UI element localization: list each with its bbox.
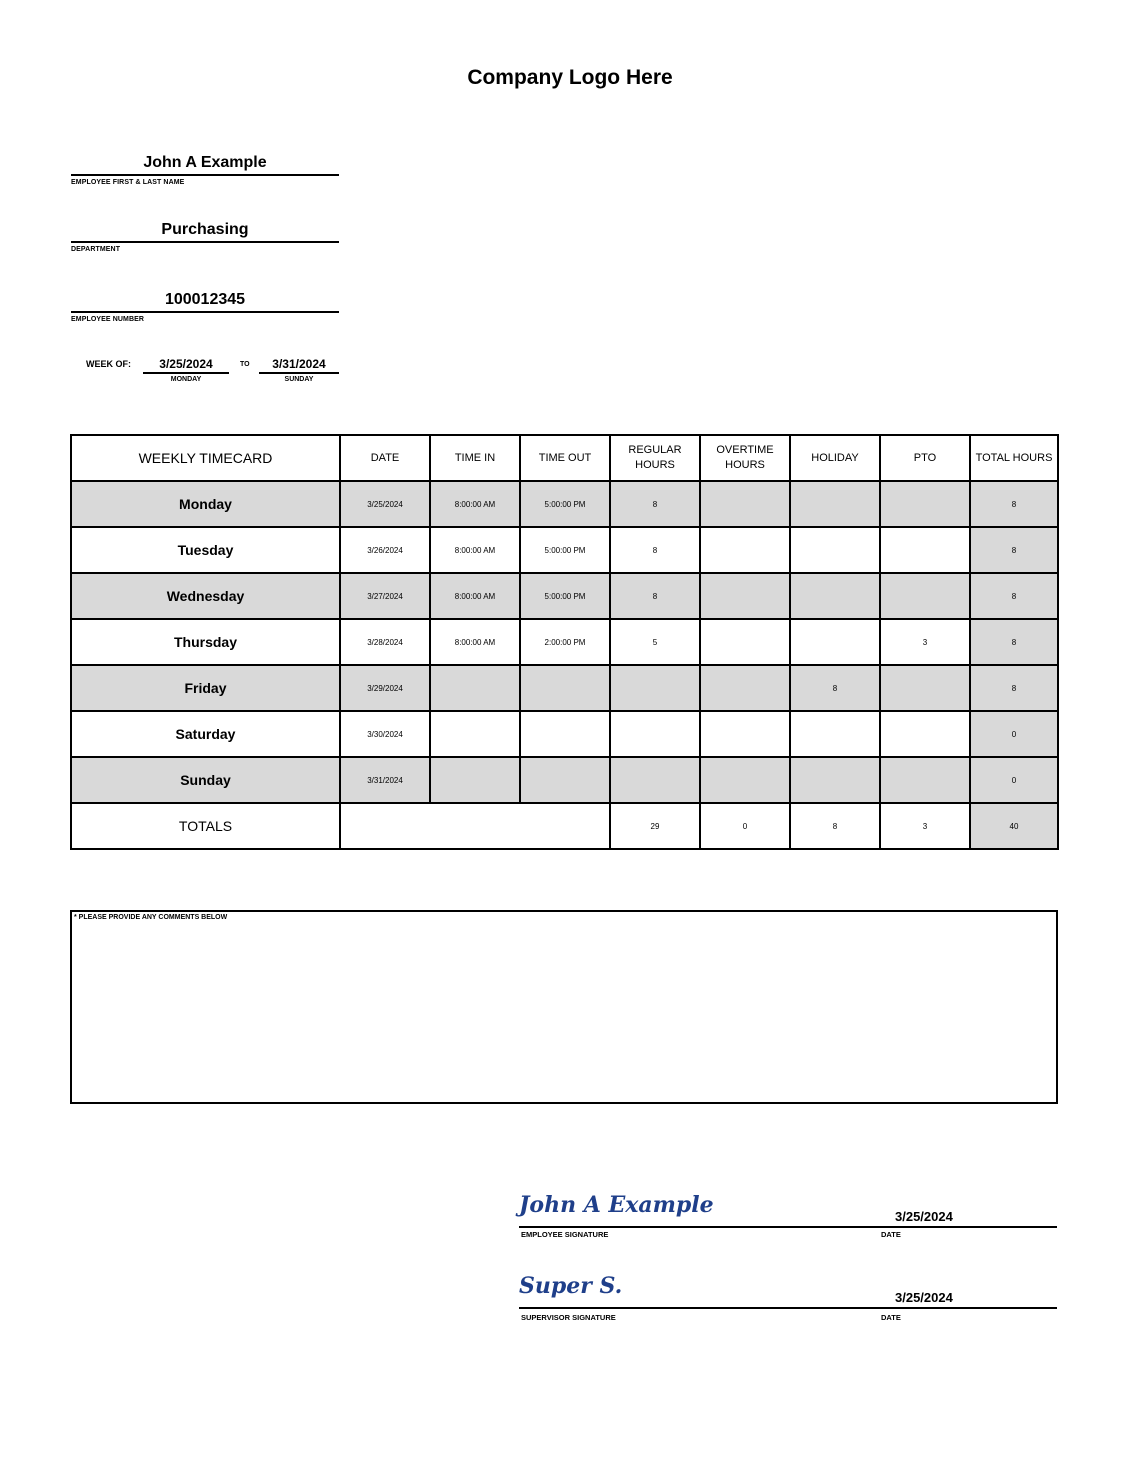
timecard-row-sunday (71, 757, 1058, 803)
time-in-cell[interactable]: 8:00:00 AM (430, 619, 520, 665)
totals-holiday: 8 (790, 803, 880, 849)
day-cell: Sunday (71, 757, 340, 803)
total-hours-cell: 8 (970, 573, 1058, 619)
time-in-cell[interactable] (430, 665, 520, 711)
header-regular-hours: REGULAR HOURS (610, 435, 700, 481)
week-of-label: WEEK OF: (86, 359, 131, 369)
pto-cell[interactable]: 3 (880, 619, 970, 665)
timecard-row-monday (71, 481, 1058, 527)
week-end-label: SUNDAY (284, 376, 314, 383)
time-out-cell[interactable]: 5:00:00 PM (520, 481, 610, 527)
header-holiday: HOLIDAY (790, 435, 880, 481)
date-cell[interactable]: 3/30/2024 (340, 711, 430, 757)
pto-cell[interactable] (880, 757, 970, 803)
day-cell: Monday (71, 481, 340, 527)
week-end-value[interactable]: 3/31/2024 (259, 356, 339, 374)
week-end-field[interactable] (259, 356, 339, 383)
comments-box[interactable] (70, 910, 1058, 1104)
employee-date-label: DATE (881, 1230, 901, 1239)
overtime-hours-cell[interactable] (700, 757, 790, 803)
pto-cell[interactable] (880, 711, 970, 757)
holiday-cell[interactable] (790, 573, 880, 619)
employee-name-value[interactable]: John A Example (71, 153, 339, 176)
date-cell[interactable]: 3/29/2024 (340, 665, 430, 711)
time-in-cell[interactable]: 8:00:00 AM (430, 481, 520, 527)
department-field[interactable] (71, 220, 339, 253)
week-start-value[interactable]: 3/25/2024 (143, 356, 229, 374)
overtime-hours-cell[interactable] (700, 665, 790, 711)
header-weekly-timecard: WEEKLY TIMECARD (71, 435, 340, 481)
week-to-label: TO (240, 361, 250, 368)
time-out-cell[interactable]: 5:00:00 PM (520, 527, 610, 573)
total-hours-cell: 8 (970, 481, 1058, 527)
header-pto: PTO (880, 435, 970, 481)
time-in-cell[interactable]: 8:00:00 AM (430, 527, 520, 573)
time-out-cell[interactable]: 2:00:00 PM (520, 619, 610, 665)
employee-signature-label: EMPLOYEE SIGNATURE (521, 1230, 609, 1239)
day-cell: Friday (71, 665, 340, 711)
supervisor-signature-label: SUPERVISOR SIGNATURE (521, 1313, 616, 1322)
department-value[interactable]: Purchasing (71, 220, 339, 243)
day-cell: Wednesday (71, 573, 340, 619)
overtime-hours-cell[interactable] (700, 619, 790, 665)
regular-hours-cell[interactable]: 8 (610, 527, 700, 573)
totals-row (71, 803, 1058, 849)
totals-total-hours: 40 (970, 803, 1058, 849)
employee-name-label: EMPLOYEE FIRST & LAST NAME (71, 179, 185, 186)
date-cell[interactable]: 3/27/2024 (340, 573, 430, 619)
holiday-cell[interactable] (790, 527, 880, 573)
employee-number-label: EMPLOYEE NUMBER (71, 316, 145, 323)
supervisor-signature-date[interactable]: 3/25/2024 (895, 1290, 953, 1305)
day-cell: Tuesday (71, 527, 340, 573)
employee-signature-line[interactable] (519, 1194, 1057, 1228)
holiday-cell[interactable] (790, 619, 880, 665)
pto-cell[interactable] (880, 665, 970, 711)
day-cell: Saturday (71, 711, 340, 757)
time-out-cell[interactable] (520, 711, 610, 757)
holiday-cell[interactable]: 8 (790, 665, 880, 711)
time-out-cell[interactable] (520, 665, 610, 711)
regular-hours-cell[interactable]: 8 (610, 573, 700, 619)
week-start-field[interactable] (143, 356, 229, 383)
total-hours-cell: 0 (970, 757, 1058, 803)
date-cell[interactable]: 3/28/2024 (340, 619, 430, 665)
pto-cell[interactable] (880, 573, 970, 619)
date-cell[interactable]: 3/31/2024 (340, 757, 430, 803)
overtime-hours-cell[interactable] (700, 527, 790, 573)
supervisor-date-label: DATE (881, 1313, 901, 1322)
time-out-cell[interactable]: 5:00:00 PM (520, 573, 610, 619)
pto-cell[interactable] (880, 481, 970, 527)
header-time-out: TIME OUT (520, 435, 610, 481)
employee-number-value[interactable]: 100012345 (71, 290, 339, 313)
regular-hours-cell[interactable]: 8 (610, 481, 700, 527)
header-time-in: TIME IN (430, 435, 520, 481)
employee-number-field[interactable] (71, 290, 339, 323)
week-start-label: MONDAY (170, 376, 202, 383)
totals-blank (340, 803, 610, 849)
total-hours-cell: 0 (970, 711, 1058, 757)
employee-signature: John A Example (519, 1192, 714, 1218)
totals-overtime: 0 (700, 803, 790, 849)
regular-hours-cell[interactable]: 5 (610, 619, 700, 665)
table-header-row (71, 435, 1058, 481)
weekly-timecard-table (70, 434, 1059, 850)
header-date: DATE (340, 435, 430, 481)
department-label: DEPARTMENT (71, 246, 121, 253)
pto-cell[interactable] (880, 527, 970, 573)
overtime-hours-cell[interactable] (700, 711, 790, 757)
time-in-cell[interactable] (430, 711, 520, 757)
total-hours-cell: 8 (970, 527, 1058, 573)
timecard-row-wednesday (71, 573, 1058, 619)
time-in-cell[interactable]: 8:00:00 AM (430, 573, 520, 619)
totals-pto: 3 (880, 803, 970, 849)
regular-hours-cell[interactable] (610, 757, 700, 803)
day-cell: Thursday (71, 619, 340, 665)
timecard-row-thursday (71, 619, 1058, 665)
header-total-hours: TOTAL HOURS (970, 435, 1058, 481)
date-cell[interactable]: 3/26/2024 (340, 527, 430, 573)
employee-name-field[interactable] (71, 153, 339, 186)
total-hours-cell: 8 (970, 619, 1058, 665)
date-cell[interactable]: 3/25/2024 (340, 481, 430, 527)
comments-label: * PLEASE PROVIDE ANY COMMENTS BELOW (74, 914, 228, 921)
holiday-cell[interactable] (790, 711, 880, 757)
time-in-cell[interactable] (430, 757, 520, 803)
timecard-row-tuesday (71, 527, 1058, 573)
supervisor-signature: Super S. (519, 1273, 623, 1299)
supervisor-signature-line[interactable] (519, 1275, 1057, 1309)
overtime-hours-cell[interactable] (700, 573, 790, 619)
holiday-cell[interactable] (790, 757, 880, 803)
employee-signature-date[interactable]: 3/25/2024 (895, 1209, 953, 1224)
holiday-cell[interactable] (790, 481, 880, 527)
totals-regular: 29 (610, 803, 700, 849)
totals-label: TOTALS (71, 803, 340, 849)
time-out-cell[interactable] (520, 757, 610, 803)
timecard-row-saturday (71, 711, 1058, 757)
overtime-hours-cell[interactable] (700, 481, 790, 527)
regular-hours-cell[interactable] (610, 711, 700, 757)
timecard-row-friday (71, 665, 1058, 711)
header-overtime-hours: OVERTIME HOURS (700, 435, 790, 481)
regular-hours-cell[interactable] (610, 665, 700, 711)
total-hours-cell: 8 (970, 665, 1058, 711)
company-logo-placeholder: Company Logo Here (467, 66, 673, 89)
